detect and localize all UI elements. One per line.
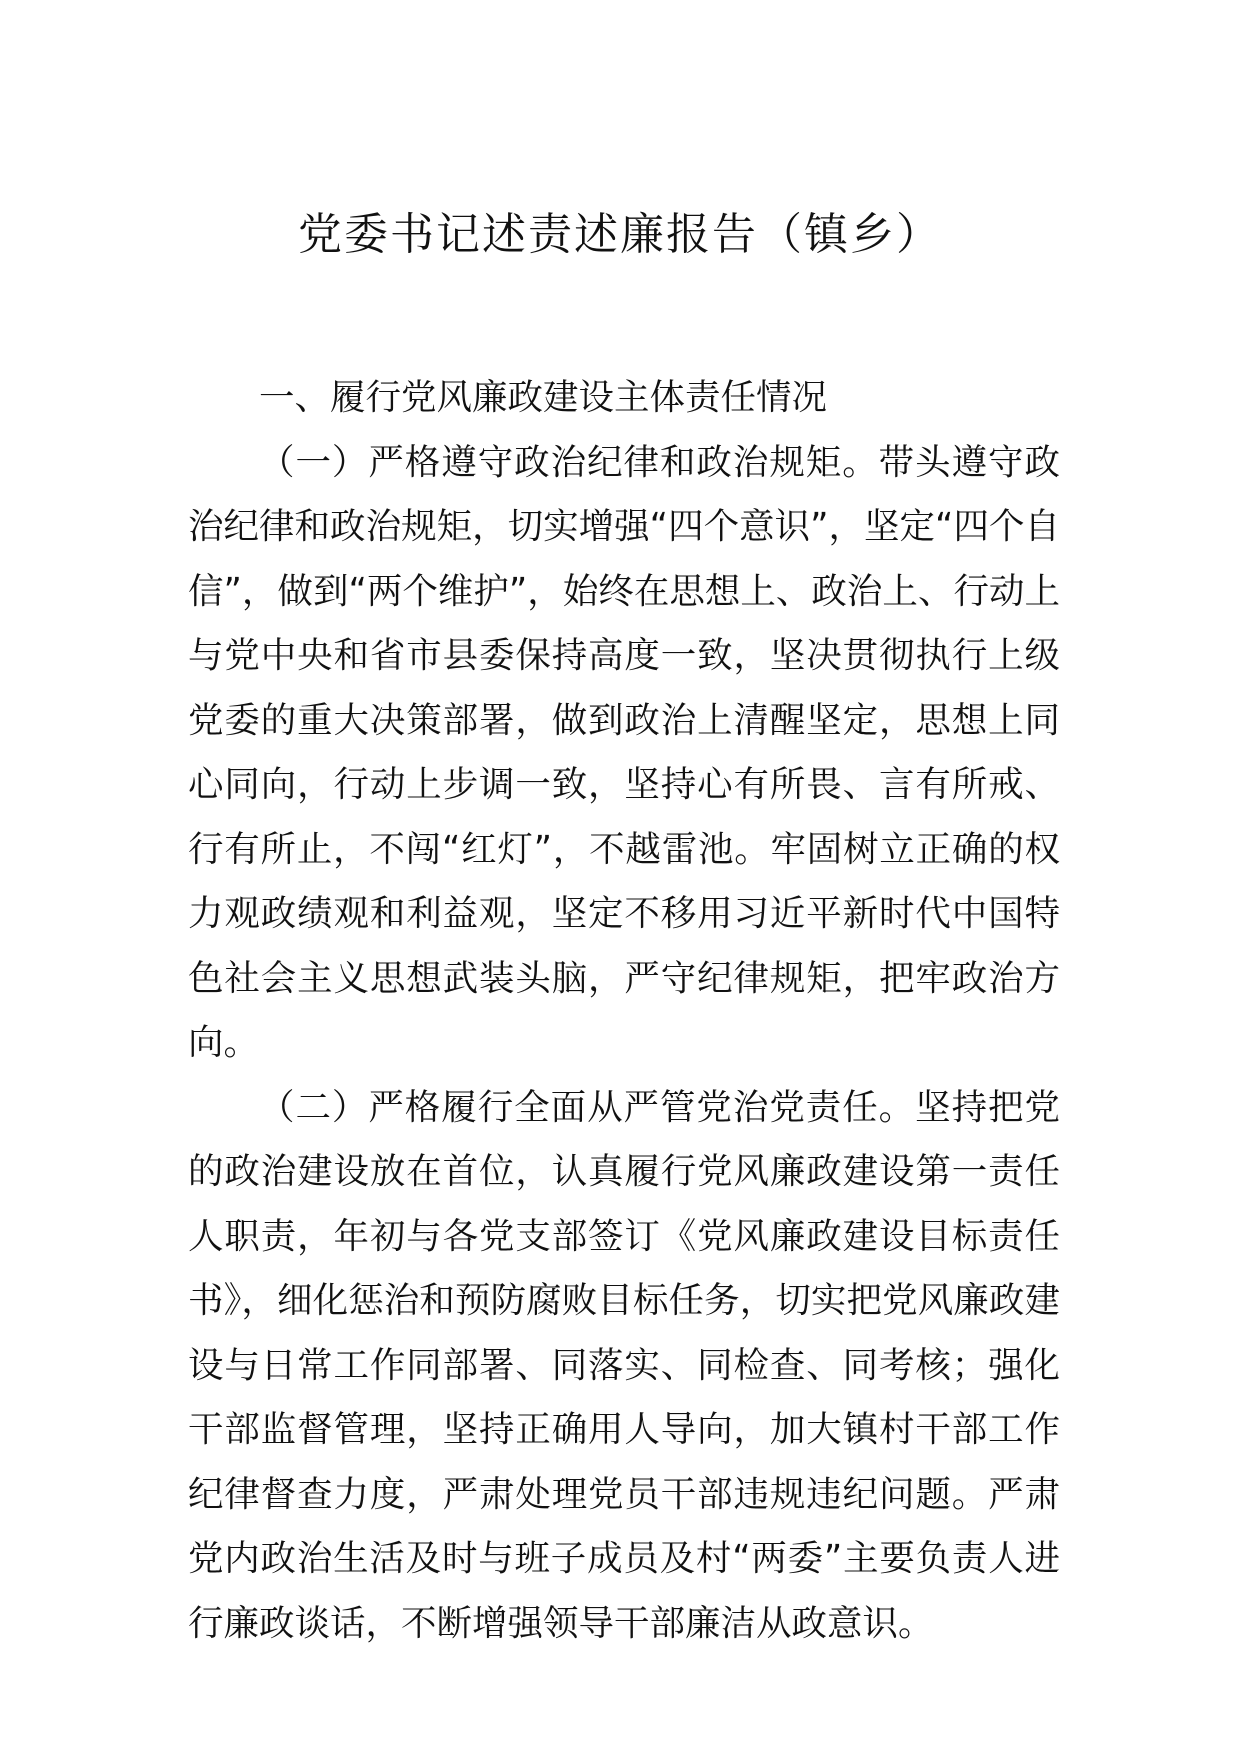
paragraph-2: （二）严格履行全面从严管党治党责任。坚持把党的政治建设放在首位，认真履行党风廉政建设第一责任人职责，年初与各党支部签订《党风廉政建设目标责任书》，细化惩治和预防腐败目标任务，切实把党风廉政建设与日常工作同部署、同落实、同检查、同考核；强化干部监督管理，坚持正确用人导向，加大镇村干部工作纪律督查力度，严肃处理党员干部违规违纪问题。严肃党内政治生活及时与班子成员及村“两委”主要负责人进行廉政谈话，不断增强领导干部廉洁从政意识。 xyxy=(188,1086,1060,1644)
section-heading: 一、履行党风廉政建设主体责任情况 xyxy=(259,377,828,418)
document-title: 党委书记述责述廉报告（镇乡） xyxy=(298,209,942,260)
document-body xyxy=(188,366,1060,1656)
paragraph-1: （一）严格遵守政治纪律和政治规矩。带头遵守政治纪律和政治规矩，切实增强“四个意识”，坚定“四个自信”，做到“两个维护”，始终在思想上、政治上、行动上与党中央和省市县委保持高度一致，坚决贯彻执行上级党委的重大决策部署，做到政治上清醒坚定，思想上同心同向，行动上步调一致，坚持心有所畏、言有所戒、行有所止，不闯“红灯”，不越雷池。牢固树立正确的权力观政绩观和利益观，坚定不移用习近平新时代中国特色社会主义思想武装头脑，严守纪律规矩，把牢政治方向。 xyxy=(188,441,1060,1063)
